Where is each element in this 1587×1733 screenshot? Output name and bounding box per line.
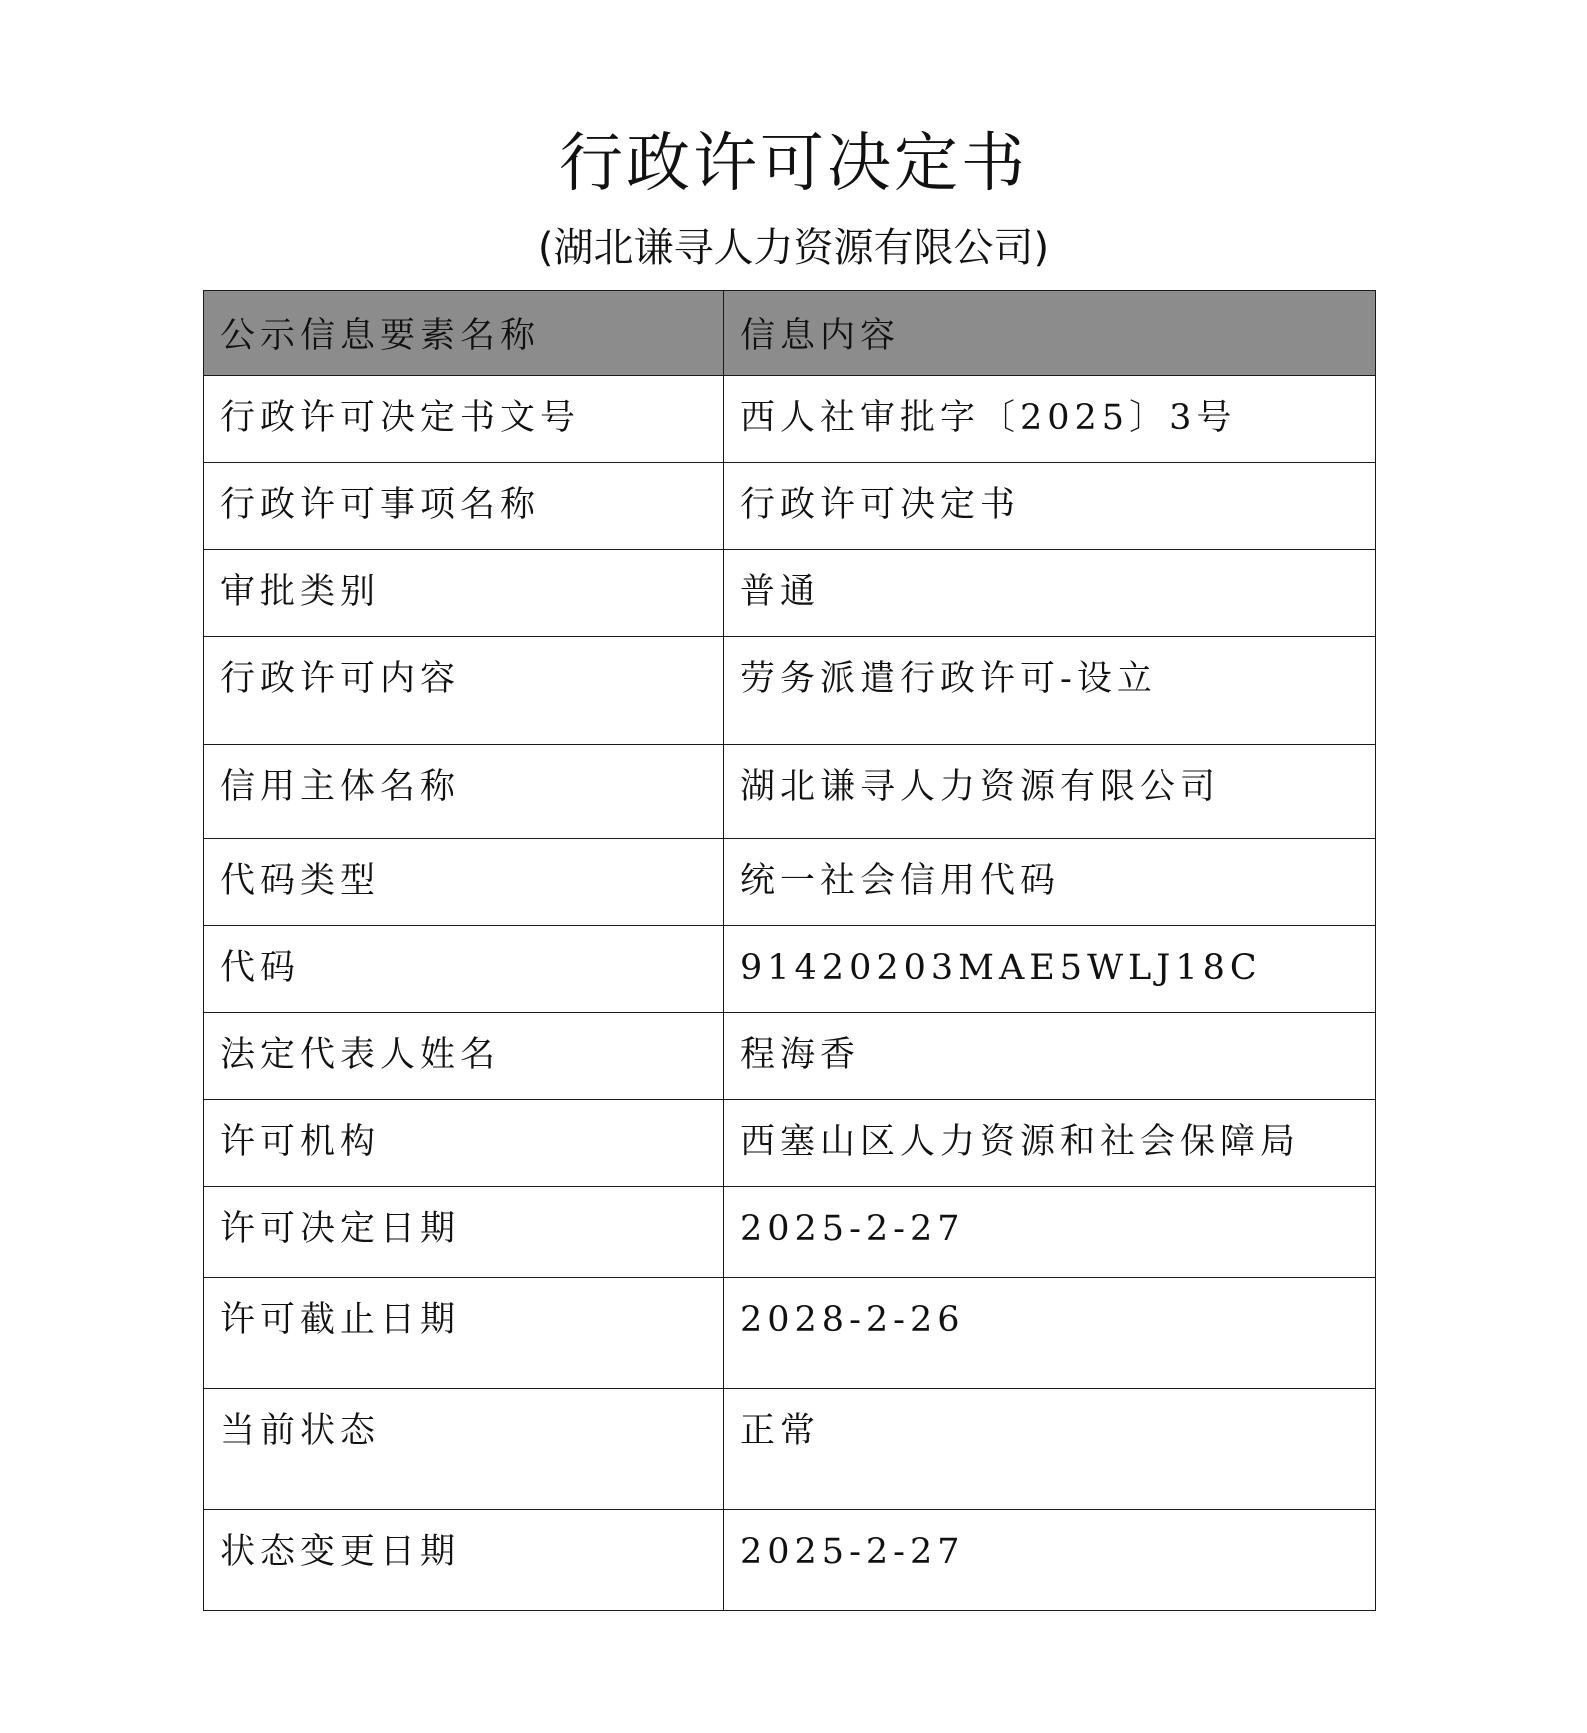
- row-value-cell: [724, 1100, 1376, 1187]
- table-header-row: [204, 291, 1376, 376]
- row-label-cell: [204, 926, 724, 1013]
- row-label-cell: [204, 376, 724, 463]
- row-value: 统一社会信用代码: [740, 861, 1061, 901]
- table-row: [204, 1510, 1376, 1611]
- row-value: 2025-2-27: [740, 1532, 965, 1572]
- document-title: 行政许可决定书: [559, 127, 1028, 201]
- row-label-cell: [204, 637, 724, 745]
- row-value: 行政许可决定书: [740, 485, 1021, 525]
- row-label: 状态变更日期: [220, 1532, 461, 1572]
- row-label: 信用主体名称: [220, 767, 461, 807]
- header-info-content: 信息内容: [724, 291, 1376, 376]
- row-value: 西塞山区人力资源和社会保障局: [740, 1122, 1301, 1162]
- row-value: 劳务派遣行政许可-设立: [740, 659, 1157, 699]
- row-label-cell: [204, 1100, 724, 1187]
- document-subtitle: (湖北谦寻人力资源有限公司): [537, 225, 1050, 271]
- row-value-cell: [724, 1510, 1376, 1611]
- row-label: 法定代表人姓名: [220, 1035, 501, 1075]
- row-value-cell: [724, 550, 1376, 637]
- table-row: [204, 926, 1376, 1013]
- row-value: 普通: [740, 572, 821, 612]
- row-label-cell: [204, 839, 724, 926]
- row-value: 西人社审批字〔2025〕3号: [740, 398, 1237, 438]
- row-label-cell: [204, 1510, 724, 1611]
- table-row: [204, 745, 1376, 839]
- row-label: 行政许可事项名称: [220, 485, 541, 525]
- row-label-cell: [204, 550, 724, 637]
- row-label: 许可决定日期: [220, 1209, 461, 1249]
- row-label-cell: [204, 463, 724, 550]
- row-value: 2028-2-26: [740, 1300, 965, 1340]
- row-value-cell: [724, 1013, 1376, 1100]
- row-label: 审批类别: [220, 572, 381, 612]
- row-label-cell: [204, 1389, 724, 1510]
- row-label-cell: [204, 1278, 724, 1389]
- table-row: [204, 376, 1376, 463]
- row-value: 湖北谦寻人力资源有限公司: [740, 767, 1221, 807]
- row-value-cell: [724, 463, 1376, 550]
- row-label: 许可机构: [220, 1122, 381, 1162]
- row-label-cell: [204, 1013, 724, 1100]
- table-row: [204, 637, 1376, 745]
- row-label: 许可截止日期: [220, 1300, 461, 1340]
- table-row: [204, 1013, 1376, 1100]
- table-row: [204, 550, 1376, 637]
- row-value-cell: [724, 1389, 1376, 1510]
- row-label-cell: [204, 1187, 724, 1278]
- info-table: [203, 290, 1376, 1611]
- row-label: 行政许可内容: [220, 659, 461, 699]
- row-value-cell: [724, 926, 1376, 1013]
- row-value-cell: [724, 1278, 1376, 1389]
- row-value-cell: [724, 637, 1376, 745]
- table-row: [204, 1389, 1376, 1510]
- row-label-cell: [204, 745, 724, 839]
- row-label: 代码类型: [220, 861, 381, 901]
- row-label: 行政许可决定书文号: [220, 398, 581, 438]
- table-row: [204, 1278, 1376, 1389]
- row-value: 91420203MAE5WLJ18C: [740, 948, 1262, 988]
- row-value: 程海香: [740, 1035, 861, 1075]
- header-element-name: 公示信息要素名称: [204, 291, 724, 376]
- row-value: 2025-2-27: [740, 1209, 965, 1249]
- row-label: 当前状态: [220, 1411, 381, 1451]
- row-value-cell: [724, 839, 1376, 926]
- row-value-cell: [724, 745, 1376, 839]
- table-row: [204, 463, 1376, 550]
- table-row: [204, 1187, 1376, 1278]
- row-value-cell: [724, 1187, 1376, 1278]
- row-label: 代码: [220, 948, 301, 988]
- table-row: [204, 839, 1376, 926]
- row-value-cell: [724, 376, 1376, 463]
- row-value: 正常: [740, 1411, 821, 1451]
- table-row: [204, 1100, 1376, 1187]
